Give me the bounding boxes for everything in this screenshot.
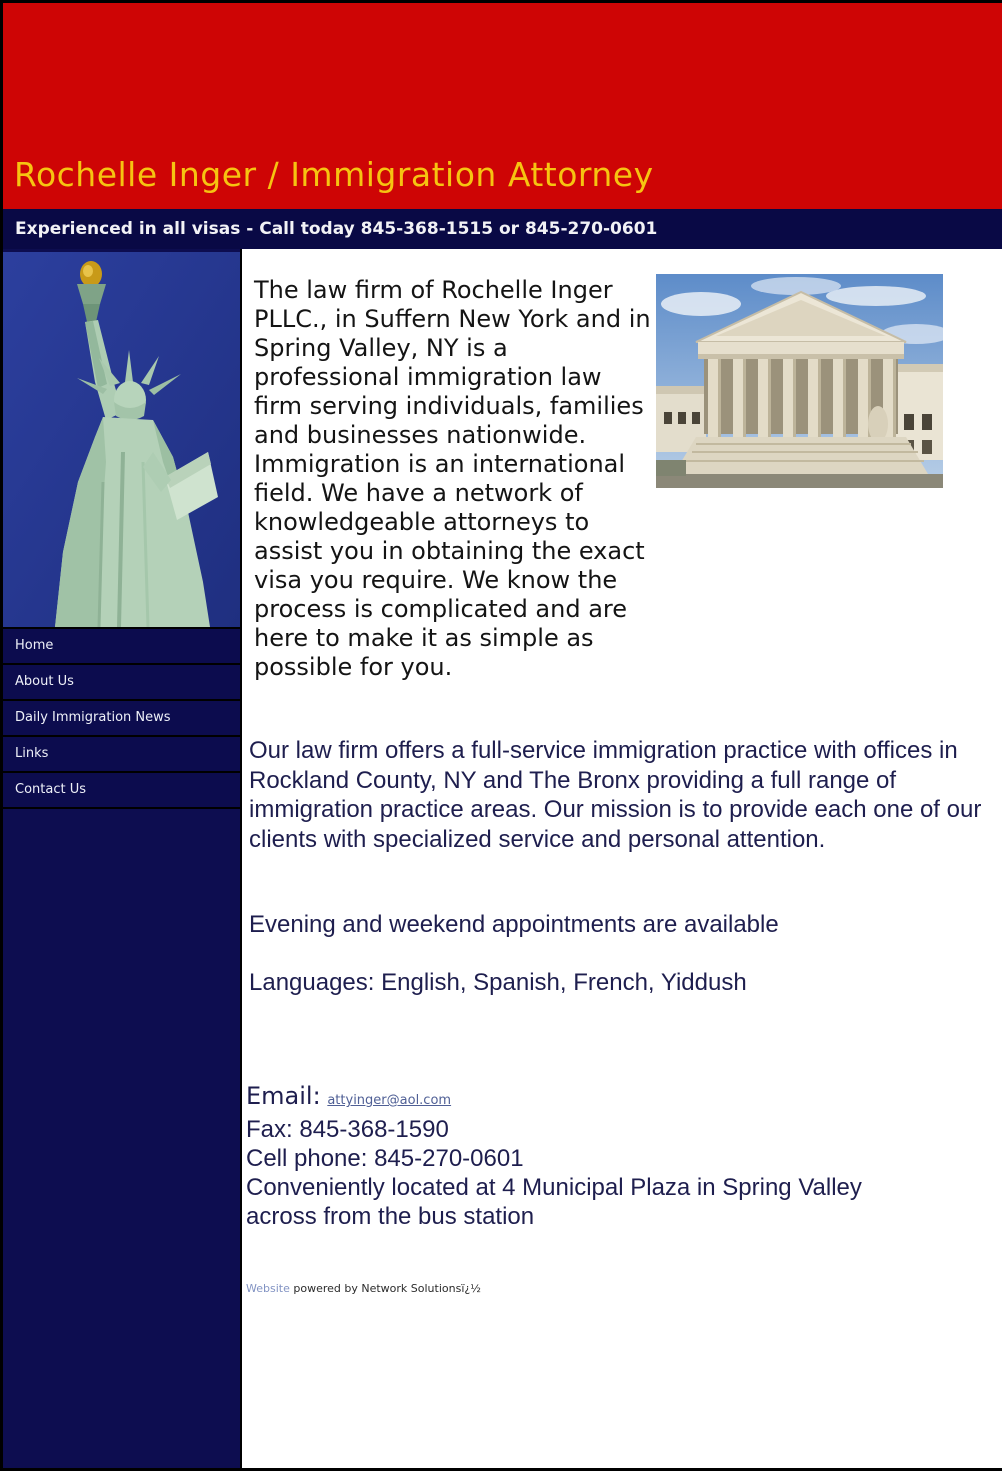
cell-phone-line: Cell phone: 845-270-0601: [246, 1145, 524, 1172]
supreme-court-image: [656, 274, 943, 488]
website-link[interactable]: Website: [246, 1282, 290, 1295]
powered-by-footer: [246, 1282, 481, 1295]
sidebar-item-label: Daily Immigration News: [15, 710, 171, 725]
page-title: Rochelle Inger / Immigration Attorney: [14, 155, 654, 194]
email-line: [246, 1082, 996, 1115]
sidebar-item-about-us[interactable]: [3, 665, 240, 701]
masthead: [3, 3, 1002, 209]
sidebar-item-label: About Us: [15, 674, 74, 689]
phone-banner: [3, 209, 1002, 249]
sidebar-item-home[interactable]: [3, 629, 240, 665]
sidebar-item-contact-us[interactable]: [3, 773, 240, 809]
sidebar-item-label: Links: [15, 746, 49, 761]
sidebar-item-links[interactable]: [3, 737, 240, 773]
sidebar: [3, 249, 242, 1468]
phone-banner-text: Experienced in all visas - Call today 845-368-1515 or 845-270-0601: [15, 219, 658, 239]
languages-line: Languages: English, Spanish, French, Yiddush: [249, 969, 747, 996]
contact-block: [246, 1082, 996, 1231]
appointments-line: Evening and weekend appointments are available: [249, 911, 779, 938]
location-line-2: across from the bus station: [246, 1203, 535, 1230]
sidebar-item-label: Contact Us: [15, 782, 86, 797]
powered-by-text: powered by Network Solutionsï¿½: [289, 1282, 481, 1295]
main-content: [244, 249, 1002, 1468]
statue-of-liberty-image: [3, 252, 240, 627]
sidebar-item-label: Home: [15, 638, 54, 653]
email-label: Email:: [246, 1082, 321, 1110]
sidebar-item-daily-immigration-news[interactable]: [3, 701, 240, 737]
practice-paragraph: Our law firm offers a full-service immigration practice with offices in Rockland County, NY and The Bronx providing a full range of immigration practice areas. Our mission is to provide each one of our clients with specialized service and personal attention.: [249, 737, 982, 853]
email-link[interactable]: attyinger@aol.com: [327, 1093, 452, 1108]
sidebar-nav: [3, 627, 240, 809]
intro-paragraph: The law firm of Rochelle Inger PLLC., in Suffern New York and in Spring Valley, NY is a professional immigration law firm serving individuals, families and businesses nationwide. Immigration is an international field. We have a network of knowledgeable attorneys to assist you in obtaining the exact visa you require. We know the process is complicated and are here to make it as simple as possible for you.: [254, 276, 651, 681]
fax-line: Fax: 845-368-1590: [246, 1116, 449, 1143]
location-line-1: Conveniently located at 4 Municipal Plaza in Spring Valley: [246, 1174, 862, 1201]
